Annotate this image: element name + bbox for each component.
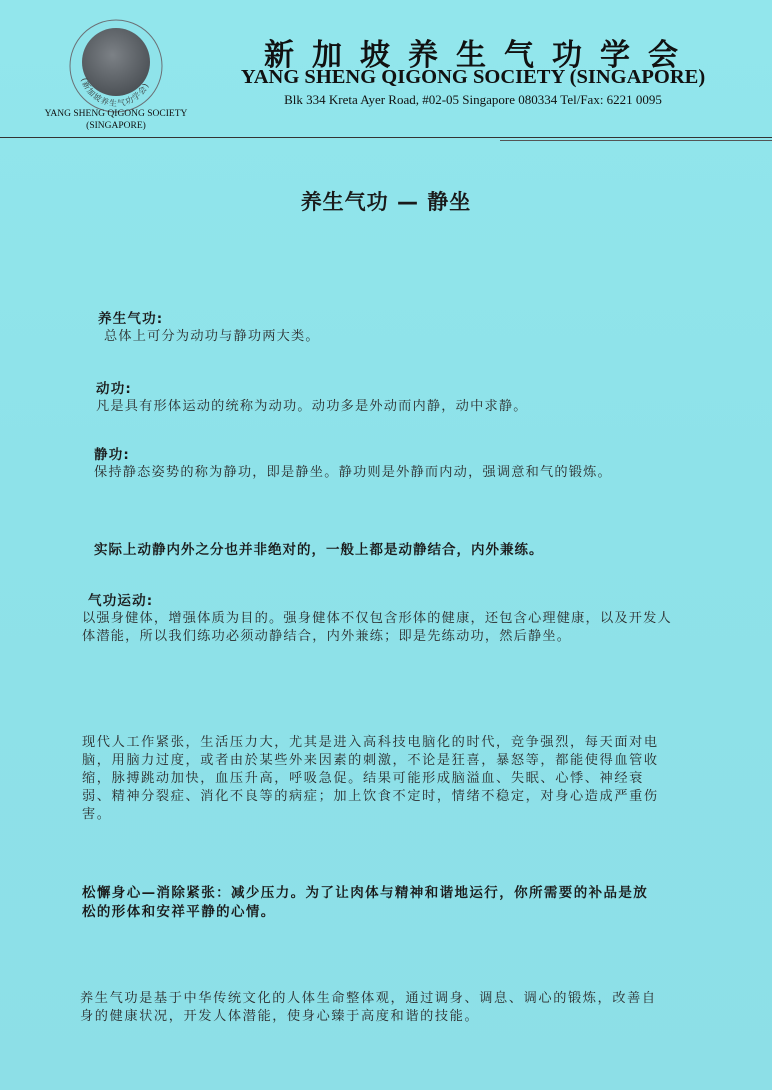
- section-jing-gong: [82, 446, 682, 482]
- logo-caption-line1: YANG SHENG QIGONG SOCIETY: [44, 109, 188, 119]
- section-qigong-exercise: [82, 592, 672, 646]
- seal-icon: [68, 18, 164, 114]
- org-name-chinese: 新加坡养生气功学会: [264, 38, 696, 73]
- section-body: 保持静态姿势的称为静功，即是静坐。静功则是外静而内动，强调意和气的锻炼。: [94, 465, 612, 480]
- society-logo-seal: [68, 18, 164, 114]
- org-name-english: YANG SHENG QIGONG SOCIETY (SINGAPORE): [240, 66, 706, 88]
- document-title: 养生气功 — 静坐: [300, 190, 472, 214]
- section-heading: 养生气功:: [98, 311, 164, 327]
- emphasis-statement: 实际上动静内外之分也并非绝对的，一般上都是动静结合，内外兼练。: [94, 542, 544, 558]
- header-divider-secondary: [500, 140, 772, 141]
- section-body: 以强身健体，增强体质为目的。强身健体不仅包含形体的健康，还包含心理健康，以及开发人体潜能，所以我们练功必须动静结合，内外兼练；即是先练动功，然后静坐。: [82, 611, 672, 644]
- section-body: 凡是具有形体运动的统称为动功。动功多是外动而内静，动中求静。: [96, 399, 528, 414]
- section-heading: 静功:: [94, 447, 130, 463]
- svg-text:(新加坡养生气功学会): (新加坡养生气功学会): [79, 76, 151, 109]
- section-body: 总体上可分为动功与静功两大类。: [104, 329, 320, 344]
- modern-life-paragraph: 现代人工作紧张，生活压力大，尤其是进入高科技电脑化的时代，竞争强烈，每天面对电脑，用脑力过度，或者由於某些外来因素的刺激，不论是狂喜，暴怒等，都能使得血管收缩，脉搏跳动加快，血压升高，呼吸急促。结果可能形成脑溢血、失眠、心悸、神经衰弱、精神分裂症、消化不良等的病症；加上饮食不定时，情绪不稳定，对身心造成严重伤害。: [82, 735, 659, 822]
- header-divider: [0, 137, 772, 138]
- logo-caption-line2: (SINGAPORE): [86, 121, 146, 131]
- org-address: Blk 334 Kreta Ayer Road, #02-05 Singapore 080334 Tel/Fax: 6221 0095: [284, 92, 662, 107]
- section-yangsheng-qigong: [82, 310, 672, 346]
- logo-caption: [20, 108, 212, 132]
- section-heading: 动功:: [96, 381, 132, 397]
- closing-paragraph: 养生气功是基于中华传统文化的人体生命整体观，通过调身、调息、调心的锻炼，改善自身的健康状况，开发人体潜能，使身心臻于高度和谐的技能。: [80, 991, 657, 1024]
- relax-paragraph: 松懈身心—消除紧张：减少压力。为了让肉体与精神和谐地运行，你所需要的补品是放松的形体和安祥平静的心情。: [82, 885, 649, 920]
- section-dong-gong: [82, 380, 672, 416]
- section-heading: 气功运动:: [88, 593, 154, 609]
